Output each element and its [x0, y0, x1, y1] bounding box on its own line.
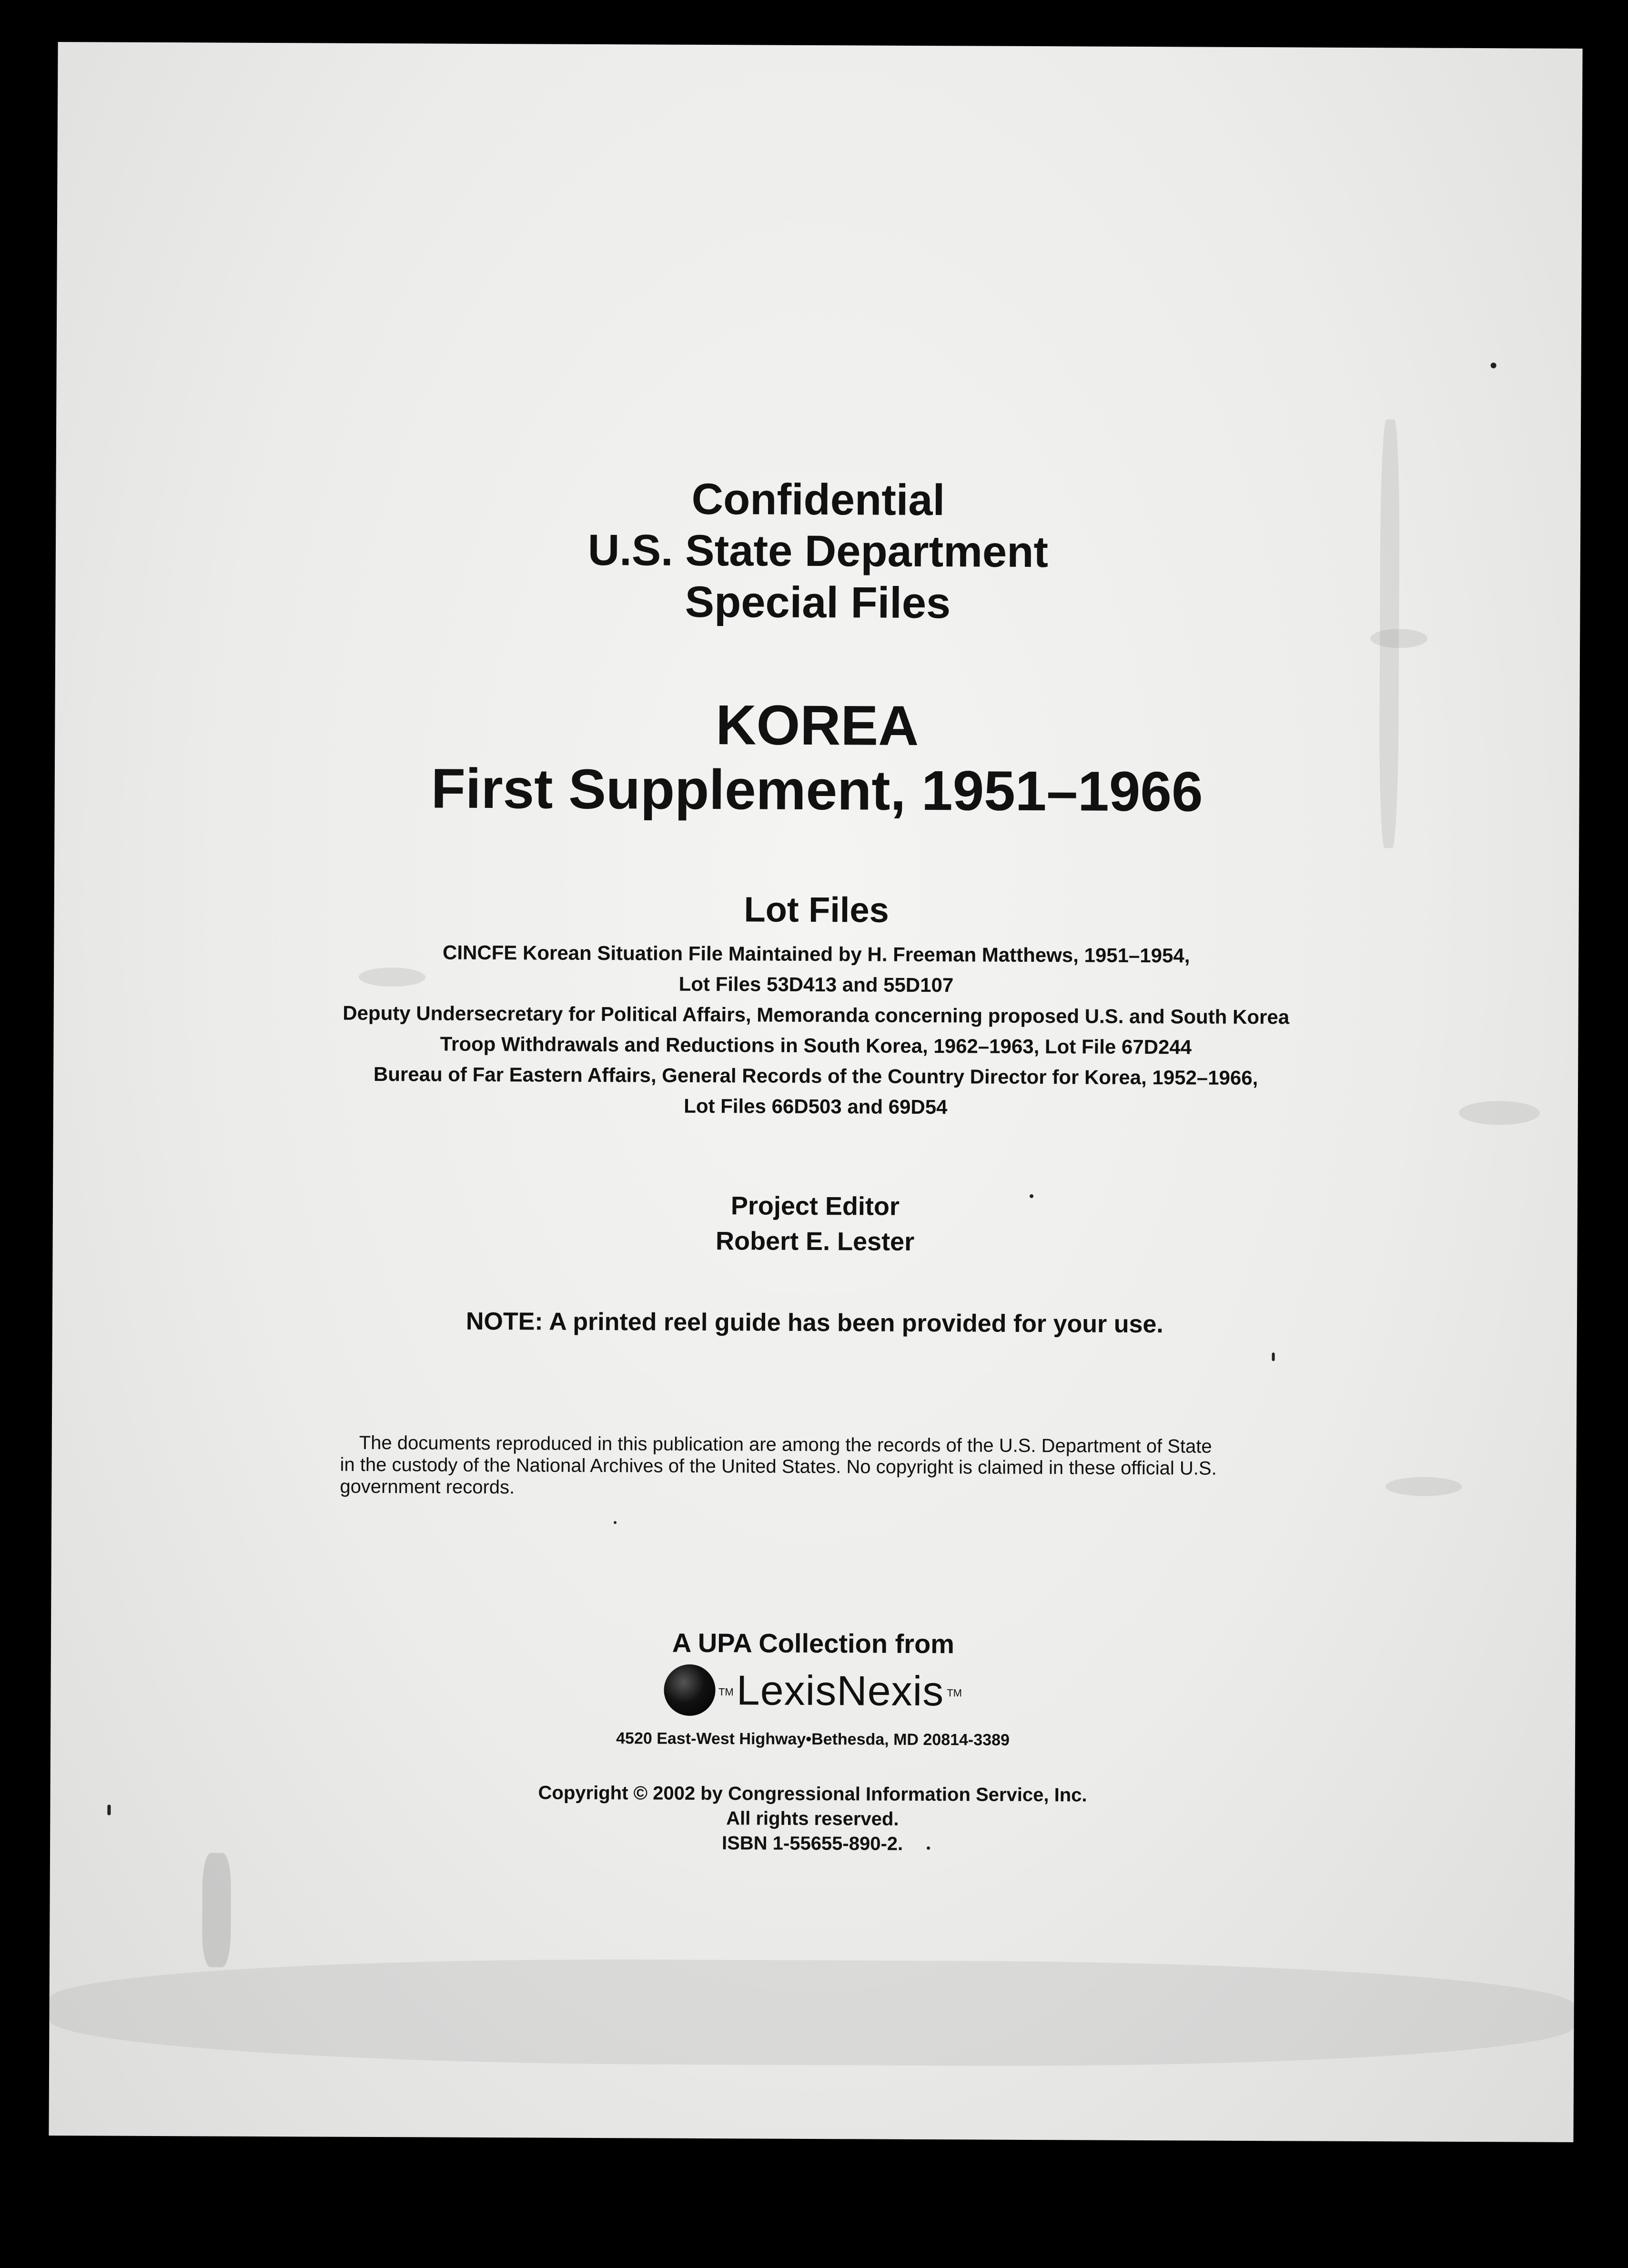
disclaimer-line: in the custody of the National Archives of the United States. No copyright is claimed in these official U.S. [340, 1454, 1217, 1479]
header-line-confidential: Confidential [691, 474, 945, 525]
scan-smudge [202, 1853, 231, 1967]
rights-line: All rights reserved. [726, 1808, 899, 1830]
lot-files-line: Lot Files 53D413 and 55D107 [678, 972, 954, 997]
header-line-department: U.S. State Department [587, 525, 1049, 577]
lot-files-block [53, 885, 1579, 1125]
lexisnexis-logo [664, 1664, 962, 1717]
scan-smudge [49, 1957, 1574, 2068]
editor-name: Robert E. Lester [715, 1227, 915, 1256]
disclaimer-line: government records. [340, 1476, 515, 1498]
document-page [49, 42, 1582, 2142]
editor-role: Project Editor [730, 1191, 900, 1221]
disclaimer-line: The documents reproduced in this publication are among the records of the U.S. Department of State [359, 1432, 1212, 1457]
scan-speck [614, 1521, 617, 1524]
editor-block [52, 1185, 1577, 1262]
lot-files-line: Troop Withdrawals and Reductions in South Korea, 1962–1963, Lot File 67D244 [440, 1032, 1192, 1058]
lot-files-line: Deputy Undersecretary for Political Affairs, Memoranda concerning proposed U.S. and South Korea [343, 1001, 1290, 1028]
lot-files-line: Bureau of Far Eastern Affairs, General Records of the Country Director for Korea, 1952–1966, [373, 1062, 1258, 1089]
isbn-line: ISBN 1-55655-890-2. [721, 1833, 903, 1855]
scan-smudge [1385, 1477, 1462, 1496]
lexisnexis-globe-icon [664, 1664, 716, 1716]
logo-text: LexisNexis [736, 1666, 944, 1715]
header-line-special-files: Special Files [685, 577, 951, 628]
scan-speck [1491, 363, 1497, 368]
collection-line: A UPA Collection from [672, 1627, 955, 1659]
title-block [54, 690, 1579, 826]
note-block [52, 1304, 1577, 1341]
lot-files-line: Lot Files 66D503 and 69D54 [684, 1094, 948, 1119]
scan-speck [1272, 1352, 1275, 1361]
copyright-line: Copyright © 2002 by Congressional Information Service, Inc. [538, 1782, 1087, 1806]
page-subtitle: First Supplement, 1951–1966 [431, 757, 1203, 824]
disclaimer-paragraph [340, 1432, 1286, 1502]
trademark-mark: TM [947, 1687, 962, 1699]
reel-guide-note: NOTE: A printed reel guide has been provided for your use. [465, 1307, 1163, 1339]
trademark-mark: TM [718, 1686, 734, 1698]
publisher-address: 4520 East-West Highway•Bethesda, MD 20814-3389 [616, 1729, 1010, 1749]
page-title: KOREA [715, 694, 919, 757]
copyright-block [50, 1778, 1575, 1859]
logo-wrapper [51, 1662, 1575, 1722]
publisher-block [51, 1623, 1576, 1754]
header-block [55, 471, 1580, 632]
lot-files-heading: Lot Files [744, 889, 889, 930]
lot-files-line: CINCFE Korean Situation File Maintained by H. Freeman Matthews, 1951–1954, [442, 941, 1190, 967]
